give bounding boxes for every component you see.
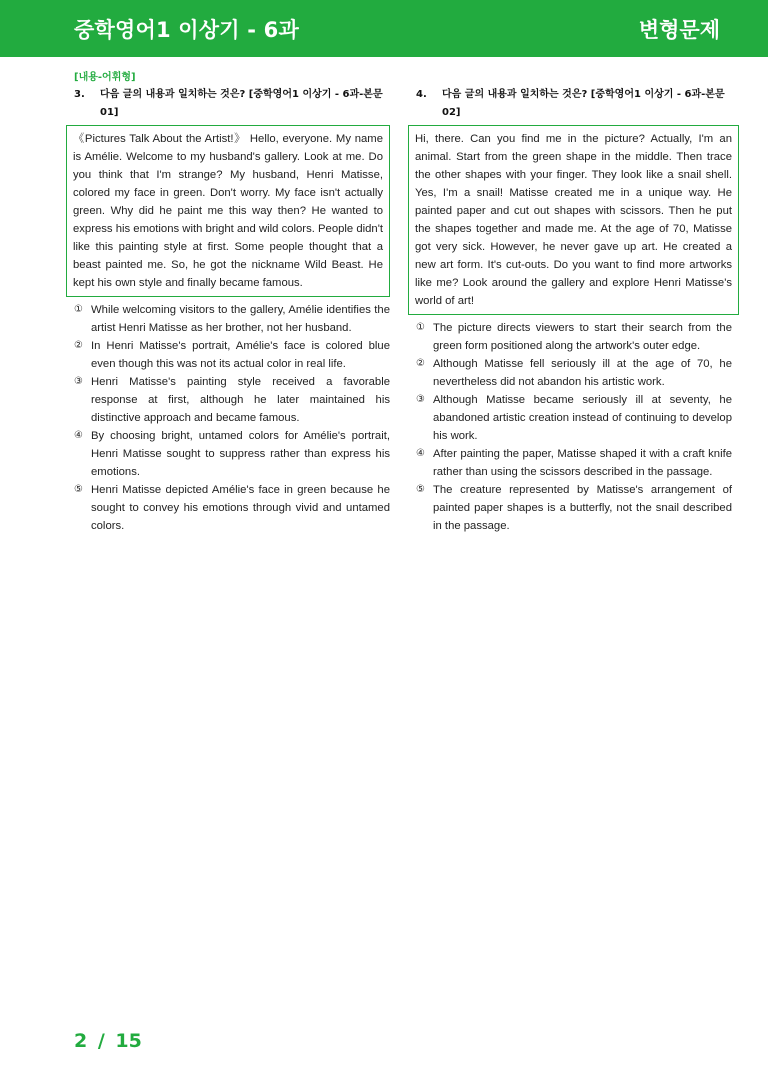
answer-choice-5[interactable]: [74, 481, 390, 535]
question-text: 다음 글의 내용과 일치하는 것은? [중학영어1 이상기 - 6과-본문 02]: [442, 89, 725, 118]
question-number: 4.: [416, 89, 427, 100]
choice-mark: ③: [74, 376, 83, 387]
choice-text: The picture directs viewers to start their search from the green form positioned along the artwork's outer edge.: [433, 322, 732, 352]
question-text: 다음 글의 내용과 일치하는 것은? [중학영어1 이상기 - 6과-본문 01]: [100, 89, 383, 118]
choice-mark: ④: [74, 430, 83, 441]
choice-text: Henri Matisse depicted Amélie's face in green because he sought to convey his emotions through vivid and untamed colors.: [91, 484, 390, 532]
question-prompt: [74, 86, 390, 122]
answer-choice-3[interactable]: [416, 391, 732, 445]
answer-choice-4[interactable]: [416, 445, 732, 481]
choice-mark: ⑤: [416, 484, 425, 495]
question-number: 3.: [74, 89, 85, 100]
choice-text: After painting the paper, Matisse shaped it with a craft knife rather than using the scissors described in the passage.: [433, 448, 732, 478]
page-header: [0, 0, 768, 57]
question-prompt: [416, 86, 732, 122]
choice-text: While welcoming visitors to the gallery, Amélie identifies the artist Henri Matisse as her brother, not her husband.: [91, 304, 390, 334]
header-label: 변형문제: [638, 17, 720, 42]
answer-choice-1[interactable]: [416, 319, 732, 355]
choice-text: Although Matisse became seriously ill at seventy, he abandoned artistic creation instead of continuing to develop his work.: [433, 394, 732, 442]
question-4: [416, 86, 732, 535]
choice-mark: ①: [74, 304, 83, 315]
answer-choices: [416, 319, 732, 535]
choice-text: By choosing bright, untamed colors for Amélie's portrait, Henri Matisse sought to suppress rather than express his emotions.: [91, 430, 390, 478]
answer-choice-2[interactable]: [74, 337, 390, 373]
reading-passage: Hi, there. Can you find me in the picture? Actually, I'm an animal. Start from the green shape in the middle. Then trace the other shapes with your finger. They look like a snail shell. Yes, I'm a snail! Matisse created me in a unique way. He painted paper and cut out shapes with scissors. Then he put the shapes together and made me. At the age of 70, Matisse got very sick. However, he never gave up art. He created a new art form. It's cut-outs. Do you want to find more artworks like me? Look around the gallery and explore Henri Matisse's world of art!: [408, 125, 739, 315]
reading-passage: 《Pictures Talk About the Artist!》 Hello, everyone. My name is Amélie. Welcome to my husband's gallery. Look at me. Do you think that I'm strange? My husband, Henri Matisse, colored my face in green. Don't worry. My face isn't actually green. Why did he paint me this way then? He wanted to express his emotions with bright and wild colors. People didn't like this painting style at first. Some people thought that a beast painted me. So, he got the nickname Wild Beast. He kept his own style and finally became famous.: [66, 125, 390, 297]
choice-text: In Henri Matisse's portrait, Amélie's face is colored blue even though this was not its actual color in real life.: [91, 340, 390, 370]
choice-mark: ②: [74, 340, 83, 351]
choice-text: The creature represented by Matisse's arrangement of painted paper shapes is a butterfly, not the snail described in the passage.: [433, 484, 732, 532]
answer-choices: [74, 301, 390, 535]
page-number: 2 / 15: [74, 1030, 142, 1052]
answer-choice-3[interactable]: [74, 373, 390, 427]
answer-choice-1[interactable]: [74, 301, 390, 337]
answer-choice-5[interactable]: [416, 481, 732, 535]
choice-mark: ②: [416, 358, 425, 369]
choice-mark: ④: [416, 448, 425, 459]
answer-choice-2[interactable]: [416, 355, 732, 391]
choice-text: Henri Matisse's painting style received a favorable response at first, although he later maintained his distinctive approach and became famous.: [91, 376, 390, 424]
choice-mark: ⑤: [74, 484, 83, 495]
question-category: [내용-어휘형]: [74, 72, 136, 83]
answer-choice-4[interactable]: [74, 427, 390, 481]
choice-mark: ①: [416, 322, 425, 333]
choice-mark: ③: [416, 394, 425, 405]
question-3: [74, 86, 390, 535]
header-title: 중학영어1 이상기 - 6과: [74, 17, 299, 42]
choice-text: Although Matisse fell seriously ill at the age of 70, he nevertheless did not abandon his artistic work.: [433, 358, 732, 388]
